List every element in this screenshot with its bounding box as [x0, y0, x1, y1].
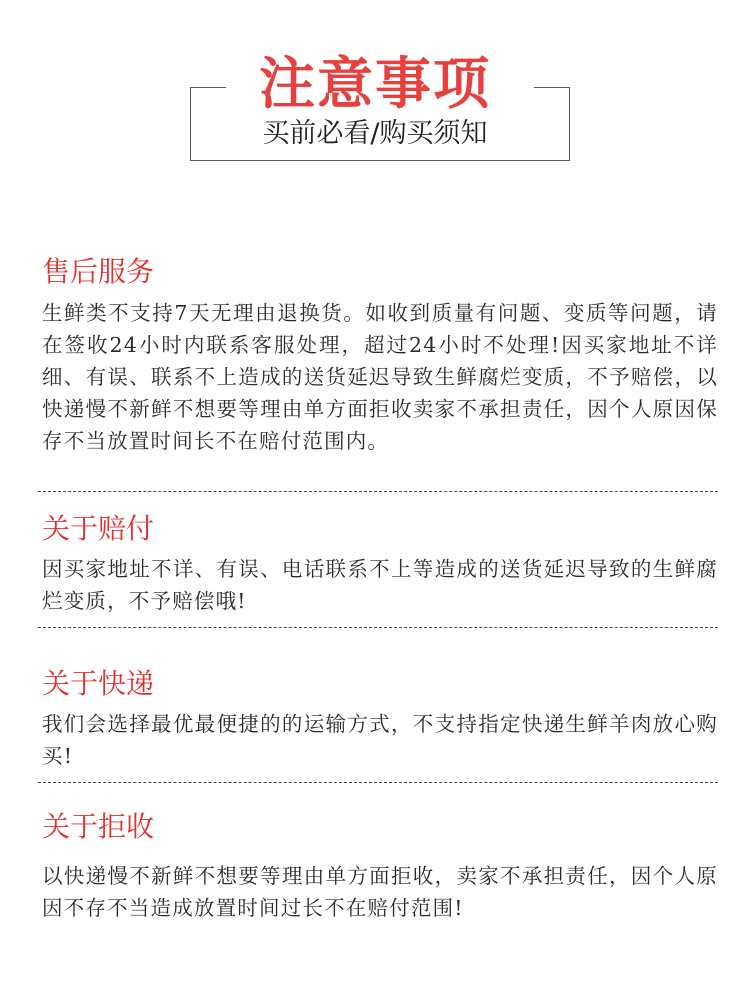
section-heading-compensation: 关于赔付: [42, 512, 155, 545]
section-body-delivery: 我们会选择最优最便捷的的运输方式，不支持指定快递生鲜羊肉放心购买!: [42, 712, 718, 768]
section-body-rejection: 以快递慢不新鲜不想要等理由单方面拒收，卖家不承担责任，因个人原因不存不当造成放置时间过长不在赔付范围!: [42, 864, 718, 920]
divider: [38, 491, 718, 492]
divider: [38, 627, 718, 628]
section-body-after-sales: 生鲜类不支持7天无理由退换货。如收到质量有问题、变质等问题，请在签收24小时内联系客服处理，超过24小时不处理!因买家地址不详细、有误、联系不上造成的送货延迟导致生鲜腐烂变质，不予赔偿，以快递慢不新鲜不想要等理由单方面拒收卖家不承担责任，因个人原因保存不当放置时间长不在赔付范围内。: [42, 301, 718, 453]
divider: [38, 782, 718, 783]
page-subtitle: 买前必看/购买须知: [262, 118, 488, 149]
section-heading-rejection: 关于拒收: [42, 810, 155, 843]
section-heading-delivery: 关于快递: [42, 667, 155, 700]
page-title: 注意事项: [259, 52, 491, 117]
section-heading-after-sales: 售后服务: [42, 255, 155, 288]
section-body-compensation: 因买家地址不详、有误、电话联系不上等造成的送货延迟导致的生鲜腐烂变质，不予赔偿哦!: [42, 557, 718, 613]
